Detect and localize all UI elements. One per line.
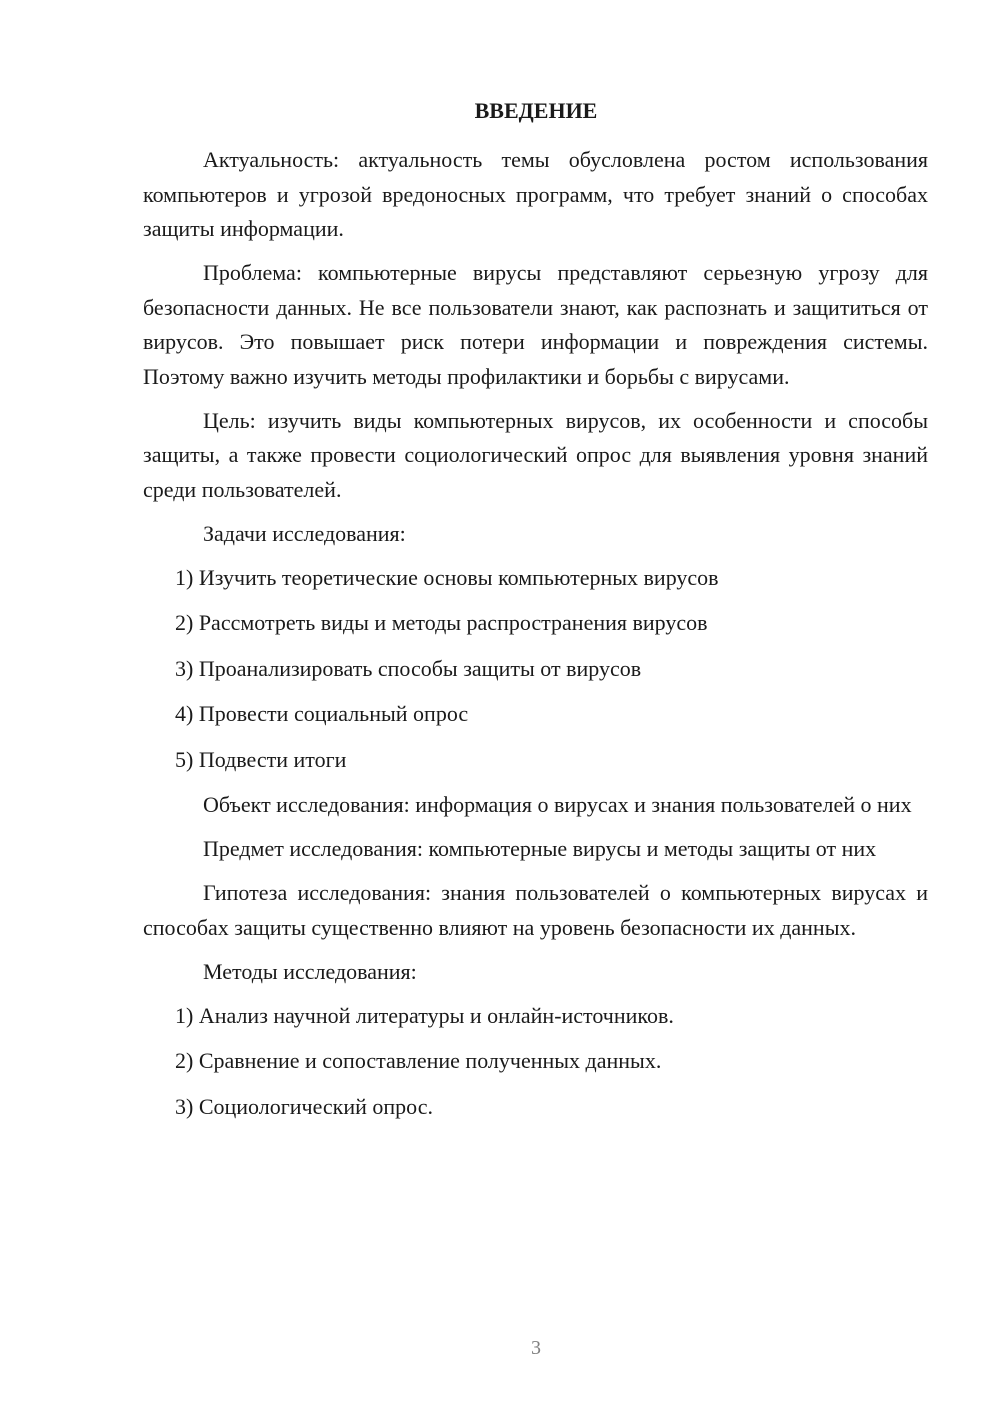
method-item: 1) Анализ научной литературы и онлайн-источников.	[175, 1002, 674, 1028]
methods-heading: Методы исследования:	[203, 958, 417, 984]
problem-paragraph: Проблема: компьютерные вирусы представляют серьезную угрозу для безопасности данных. Не все пользователи знают, как распознать и защититься от вирусов. Это повышает риск потери информации и повреждения системы. Поэтому важно изучить методы профилактики и борьбы с вирусами.	[143, 260, 928, 389]
document-body	[143, 143, 928, 1135]
method-item: 2) Сравнение и сопоставление полученных данных.	[175, 1048, 662, 1073]
object-paragraph: Объект исследования: информация о вирусах и знания пользователей о них	[203, 792, 912, 817]
page-number: 3	[531, 1337, 541, 1359]
page-title: ВВЕДЕНИЕ	[474, 98, 598, 123]
method-item: 3) Социологический опрос.	[175, 1093, 433, 1119]
task-item: 3) Проанализировать способы защиты от вирусов	[175, 655, 642, 681]
task-item: 2) Рассмотреть виды и методы распространения вирусов	[175, 610, 708, 635]
tasks-heading: Задачи исследования:	[203, 520, 406, 546]
hypothesis-paragraph: Гипотеза исследования: знания пользователей о компьютерных вирусах и способах защиты существенно влияют на уровень безопасности их данных.	[143, 880, 928, 940]
task-item: 5) Подвести итоги	[175, 746, 347, 772]
goal-paragraph: Цель: изучить виды компьютерных вирусов, их особенности и способы защиты, а также провести социологический опрос для выявления уровня знаний среди пользователей.	[143, 407, 928, 502]
subject-paragraph: Предмет исследования: компьютерные вирусы и методы защиты от них	[203, 836, 877, 861]
task-item: 4) Провести социальный опрос	[175, 701, 469, 726]
task-item: 1) Изучить теоретические основы компьютерных вирусов	[175, 564, 719, 590]
relevance-paragraph: Актуальность: актуальность темы обусловлена ростом использования компьютеров и угрозой вредоносных программ, что требует знаний о способах защиты информации.	[143, 147, 928, 241]
